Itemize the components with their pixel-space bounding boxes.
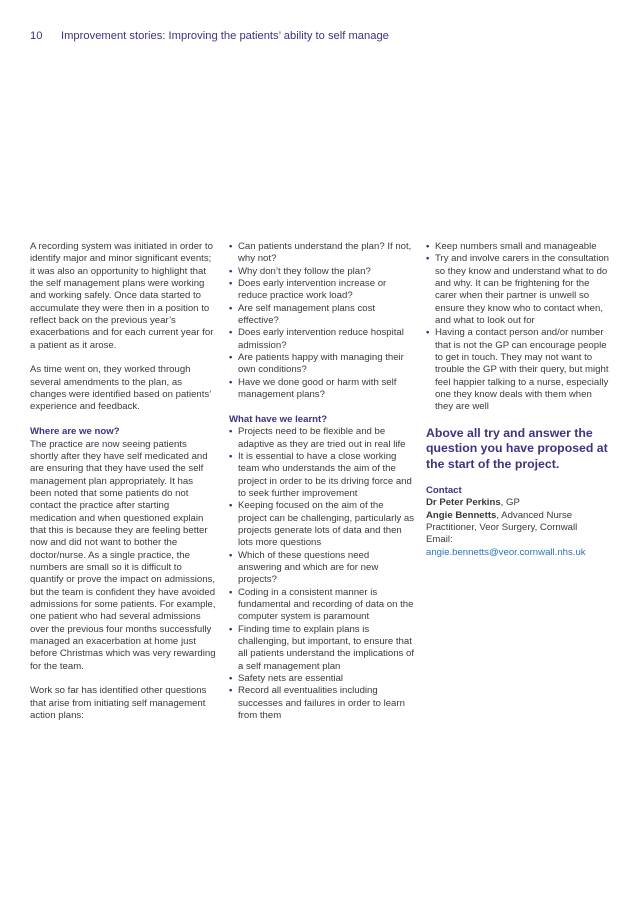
bullet-icon: • xyxy=(229,241,233,252)
page-header-title: Improvement stories: Improving the patients’ ability to self manage xyxy=(61,30,389,42)
list-item: • Does early intervention reduce hospital admission? xyxy=(229,327,404,351)
bullet-icon: • xyxy=(229,278,233,290)
bullet-icon: • xyxy=(229,327,233,339)
callout-statement: Above all try and answer the question you have proposed at the start of the project. xyxy=(426,425,608,471)
bullet-icon: • xyxy=(229,352,233,364)
list-item: • Have we done good or harm with self management plans? xyxy=(229,376,397,401)
bullet-icon: • xyxy=(229,302,233,314)
page-number: 10 xyxy=(30,30,43,42)
list-item: • It is essential to have a close working team who understands the aim of the project in order to be its driving force and to seek further improvement xyxy=(229,450,412,499)
paragraph-amendments: As time went on, they worked through several amendments to the plan, as changes were identified based on patients’ experience and feedback. xyxy=(30,364,211,413)
bullet-icon: • xyxy=(229,265,233,277)
tips-list xyxy=(426,241,612,414)
bullet-icon: • xyxy=(229,426,233,438)
paragraph-current-status: The practice are now seeing patients shortly after they have self medicated and are ensuring that they have used the self management plan appropriately. It has been noted that some patients do not contact the practice after starting medication and when questioned explain that this is because they are feeling better now and did not want to bother the doctor/nurse. As a single practice, the numbers are small so it is difficult to quantify or prove the impact on admissions, but the team is confident they have avoided admissions for some patients. For example, one patient who had several admissions over the previous four months successfully managed an exacerbation at home just before Christmas which was very rewarding for the team. xyxy=(30,438,216,672)
bullet-icon: • xyxy=(229,500,233,512)
contact-person-1 xyxy=(426,497,612,509)
list-item: • Does early intervention increase or reduce practice work load? xyxy=(229,278,387,302)
list-item: • Which of these questions need answering and which are for new projects? xyxy=(229,549,379,586)
contact-name: Angie Bennetts xyxy=(426,509,497,521)
list-item: • Can patients understand the plan? If not, why not? xyxy=(229,241,412,265)
bullet-icon: • xyxy=(229,586,233,598)
bullet-icon: • xyxy=(229,376,233,388)
contact-email-link[interactable]: angie.bennetts@veor.cornwall.nhs.uk xyxy=(426,546,586,558)
contact-email-label: Email: xyxy=(426,534,453,546)
contact-role: , Advanced Nurse Practitioner, Veor Surgery, Cornwall xyxy=(426,509,578,534)
contact-role: , GP xyxy=(500,497,520,509)
page-header xyxy=(30,29,610,43)
contact-block xyxy=(426,485,612,559)
list-item: • Safety nets are essential xyxy=(229,673,344,685)
bullet-icon: • xyxy=(426,241,430,252)
list-item: • Projects need to be flexible and be adaptive as they are tried out in real life xyxy=(229,426,406,450)
list-item: • Coding in a consistent manner is fundamental and recording of data on the computer system is paramount xyxy=(229,586,414,623)
column-left xyxy=(30,241,216,722)
bullet-icon: • xyxy=(426,327,430,339)
list-item: • Record all eventualities including successes and failures in order to learn from them xyxy=(229,685,405,722)
paragraph-other-questions: Work so far has identified other questions that arise from initiating self management action plans: xyxy=(30,685,207,722)
column-middle xyxy=(229,241,414,722)
contact-person-2 xyxy=(426,510,612,535)
bullet-icon: • xyxy=(229,450,233,462)
learnt-list xyxy=(229,426,414,722)
paragraph-recording-system: A recording system was initiated in order to identify major and minor significant events; it was also an opportunity to highlight that the self management plans were working and working safely. Once data started to accumulate they were then in a position to reflect back on the previous year’s exacerbations and for each current year for a patient as it arose. xyxy=(30,241,214,351)
list-item: • Finding time to explain plans is challenging, but important, to ensure that all patients understand the implications of a self management plan xyxy=(229,623,414,672)
list-item: • Are self management plans cost effective? xyxy=(229,302,376,327)
bullet-icon: • xyxy=(229,673,233,685)
column-right xyxy=(426,241,612,559)
contact-heading: Contact xyxy=(426,485,462,497)
bullet-icon: • xyxy=(229,549,233,561)
list-item: • Why don’t they follow the plan? xyxy=(229,265,371,277)
questions-list xyxy=(229,241,414,401)
bullet-icon: • xyxy=(229,685,233,697)
list-item: • Keep numbers small and manageable xyxy=(426,241,597,252)
list-item: • Keeping focused on the aim of the project can be challenging, particularly as projects generate lots of data and then lots more questions xyxy=(229,500,414,549)
contact-name: Dr Peter Perkins xyxy=(426,497,501,509)
bullet-icon: • xyxy=(229,623,233,635)
heading-where-are-we-now: Where are we now? xyxy=(30,426,120,438)
list-item: • Try and involve carers in the consultation so they know and understand what to do and why. It can be frightening for the carer when their partner is unwell so ensure they know who to contact when, and what to look out for xyxy=(426,253,610,327)
list-item: • Having a contact person and/or number that is not the GP can encourage people to get in touch. They may not want to trouble the GP with their query, but might feel happier talking to a nurse, especially one they know deals with them when they are well xyxy=(426,327,609,413)
heading-what-have-we-learnt: What have we learnt? xyxy=(229,413,328,425)
list-item: • Are patients happy with managing their own conditions? xyxy=(229,352,404,376)
bullet-icon: • xyxy=(426,253,430,265)
